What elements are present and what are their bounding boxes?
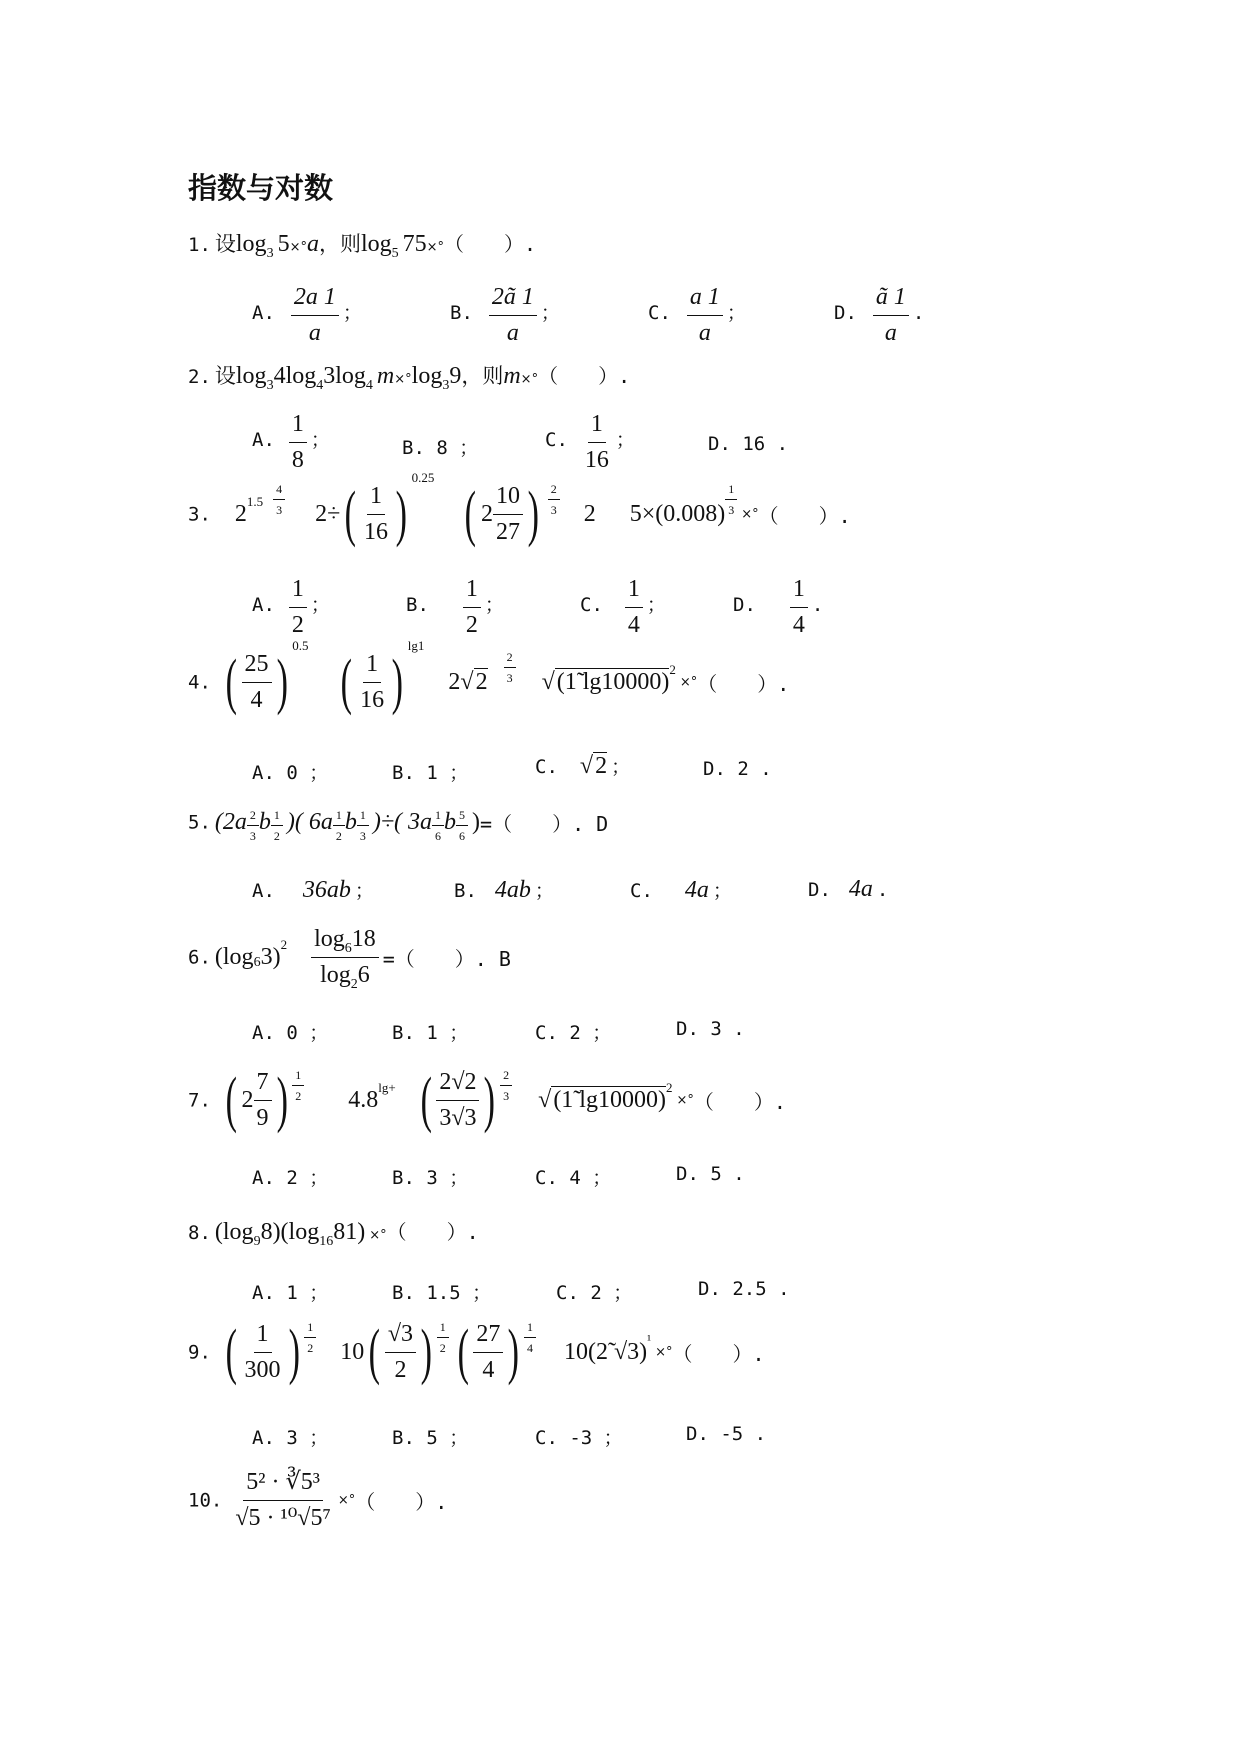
question-number: 8. [188, 1222, 211, 1244]
question-number: 5. [188, 811, 211, 834]
option-b: B. 3 ； [392, 1167, 469, 1189]
options-2: A. $\frac{1}{8}$ ； [252, 411, 330, 473]
option-d: D. 4a . [808, 876, 889, 902]
question-number: 4. [188, 671, 211, 694]
option-d: D. 5 . [676, 1163, 745, 1185]
option-d: D. $\frac{ã 1}{a}$ . [834, 284, 925, 346]
options-6: A. 0 ； [252, 1022, 329, 1044]
option-c: C. $\frac{1}{4}$ ； [580, 576, 666, 638]
option-d: D. 3 . [676, 1018, 745, 1040]
options-3: A. $\frac{1}{2}$ ； [252, 576, 330, 638]
option-c: C. 2 ； [556, 1282, 633, 1304]
option-b: B. 5 ； [392, 1427, 469, 1449]
question-3: 3. $2^{1.5}$ $\frac{4}{3}$ 2÷( $\frac{1}{16}$ )$^{0.25}$ ( 2 $\frac{10}{27}$ ) $\frac{2}{3}$ 2 5×(0.008) $\frac{1}{3}$ ×°（ ）. [188, 470, 851, 549]
question-number: 2. [188, 366, 211, 388]
option-b: B. 1 ； [392, 1022, 469, 1044]
option-b: B. 4ab ； [454, 877, 554, 903]
option-c: C. $\frac{a 1}{a}$ ； [648, 284, 746, 346]
option-d: D. 2.5 . [698, 1278, 790, 1300]
question-10: 10. $\frac{\text{5² · ∛5³}}{\text{√5 · ¹⁰√5⁷}}$ ×°（ ）. [188, 1469, 448, 1531]
option-b: B. $\frac{2ã 1}{a}$ ； [450, 284, 560, 346]
option-b: B. 1 ； [392, 762, 469, 784]
question-1: 1. 设log3 5×°a，则log5 75×°（ ）. [188, 231, 537, 261]
option-c: C. √2 ； [535, 753, 631, 779]
question-number: 10. [188, 1489, 223, 1512]
option-c: C. -3 ； [535, 1427, 623, 1449]
option-c: C. 4a ； [630, 877, 732, 903]
question-number: 6. [188, 946, 211, 969]
question-7: 7. ( 2 $\frac{7}{9}$ ) $\frac{1}{2}$ $4.8^{lg+}$ ( $\frac{2√2}{3√3}$ ) $\frac{2}{3}$ √(1̃ lg10000)$^2$ ×°（ ）. [188, 1066, 786, 1135]
question-5: 5. (2a $\frac{2}{3}$ b $\frac{1}{2}$ )( 6a $\frac{1}{2}$ b $\frac{1}{3}$ )÷( 3a $\frac{1}{6}$ b $\frac{5}{6}$ )=（ ）. D [188, 808, 609, 844]
options-4: A. 0 ； [252, 762, 329, 784]
options-1: A. $\frac{2a 1}{a}$ ； [252, 284, 362, 346]
question-2: 2. 设log34log43log4 m×°log39，则m×°（ ）. [188, 363, 631, 393]
question-4: 4. ( $\frac{25}{4}$ )$^{0.5}$ ( $\frac{1}{16}$ )$^{lg1}$ 2√2 $\frac{2}{3}$ √(1̃ lg10000)$^2$ ×°（ ）. [188, 638, 790, 717]
option-c: C. 4 ； [535, 1167, 612, 1189]
question-number: 7. [188, 1089, 211, 1112]
question-number: 1. [188, 234, 211, 256]
question-6: 6. $(\log 63)^2$ $\frac{\log_618}{\log_26}$ =（ ）. B [188, 926, 511, 992]
question-number: 3. [188, 503, 211, 526]
question-9: 9. ( $\frac{1}{300}$ ) $\frac{1}{2}$ 10( $\frac{√3}{2}$ ) $\frac{1}{2}$ ( $\frac{27}{4}$ ) $\frac{1}{4}$ 10(2̃ √3)$^{^1}$ ×°（ ）. [188, 1318, 765, 1387]
option-b: B. 1.5 ； [392, 1282, 492, 1304]
options-5: A. 36ab ； [252, 877, 374, 903]
options-7: A. 2 ； [252, 1167, 329, 1189]
option-c: C. 2 ； [535, 1022, 612, 1044]
option-d: D. -5 . [686, 1423, 767, 1445]
option-b: B. $\frac{1}{2}$ ； [406, 576, 504, 638]
page-title: 指数与对数 [188, 171, 334, 205]
option-b: B. 8 ； [402, 437, 479, 459]
options-9: A. 3 ； [252, 1427, 329, 1449]
option-d: D. $\frac{1}{4}$ . [733, 576, 824, 638]
option-d: D. 2 . [703, 758, 772, 780]
option-d: D. 16 . [708, 433, 789, 455]
options-8: A. 1 ； [252, 1282, 329, 1304]
question-8: 8. (log98)(log1681) ×°（ ）. [188, 1219, 479, 1249]
option-c: C. $\frac{1}{16}$ ； [545, 411, 635, 473]
question-number: 9. [188, 1341, 211, 1364]
